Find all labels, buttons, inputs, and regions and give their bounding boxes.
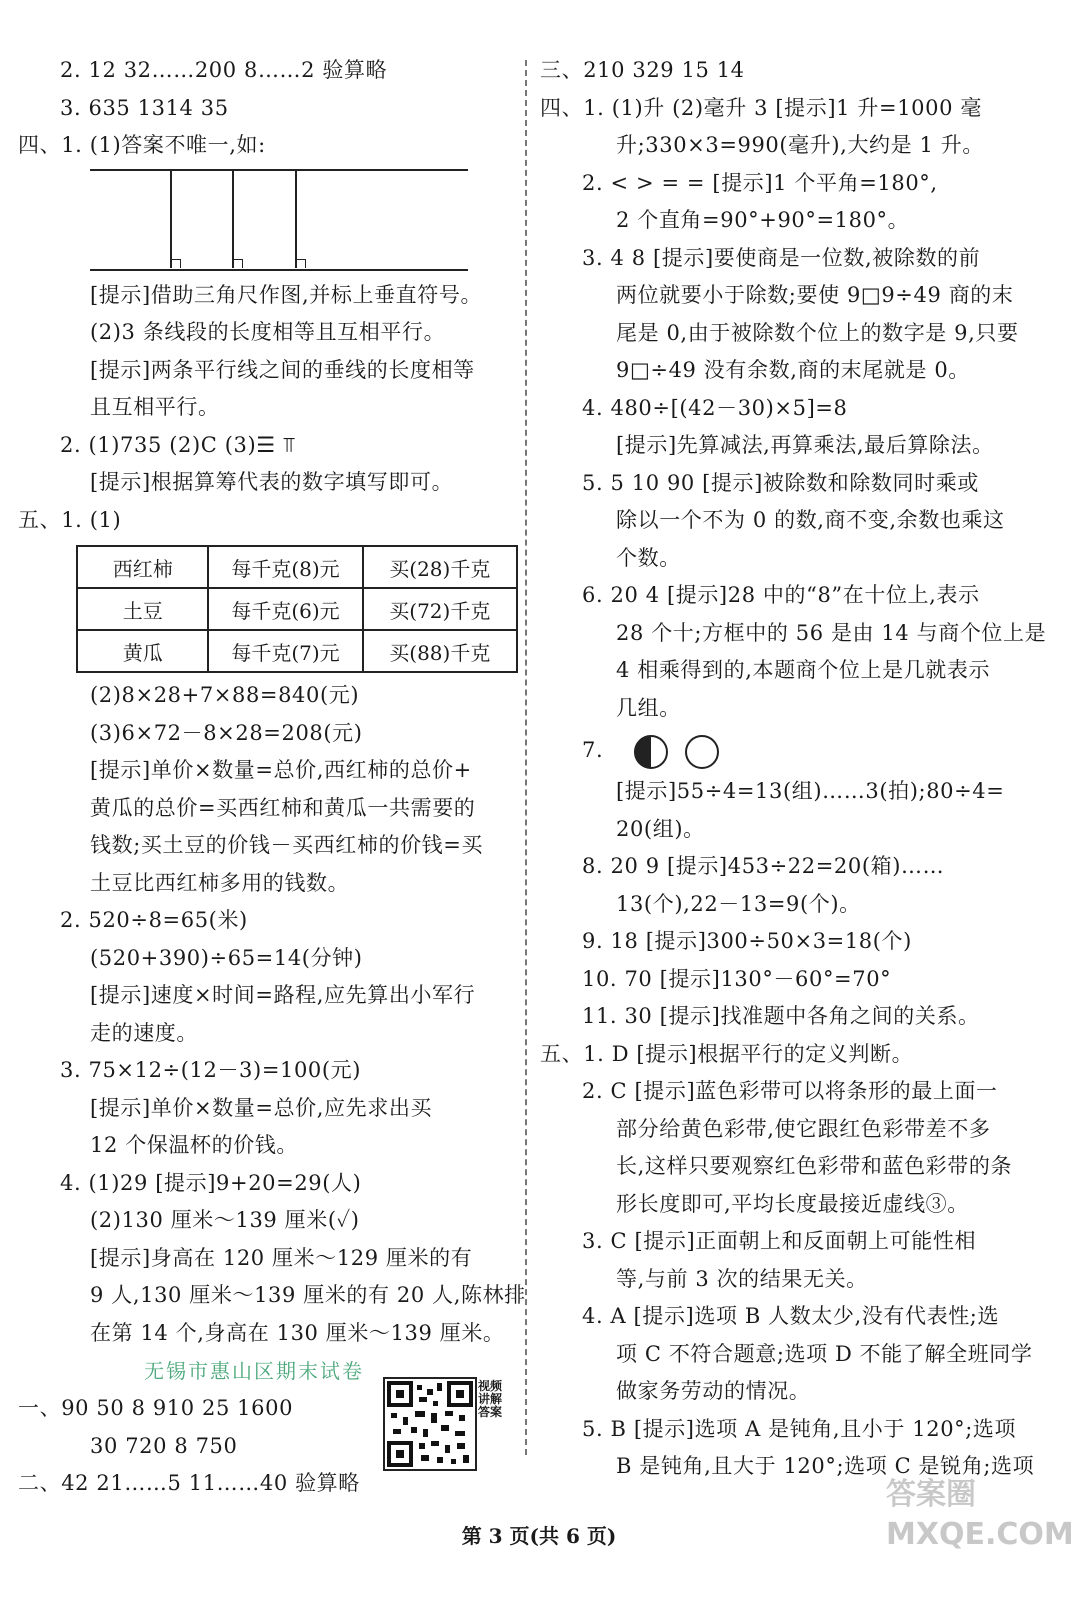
answer-line: 五、1. (1) xyxy=(18,507,122,532)
table-cell: 黄瓜 xyxy=(77,630,208,672)
answer-line: 2. < > = = [提示]1 个平角=180°, xyxy=(582,170,938,195)
left-mid-block-2 xyxy=(18,677,526,1352)
answer-line: 4. (1)29 [提示]9+20=29(人) xyxy=(60,1170,362,1195)
answer-line: B 是钝角,且大于 120°;选项 C 是锐角;选项 xyxy=(616,1454,1035,1478)
right-bottom-block xyxy=(540,773,1060,1486)
q7-label: 7. xyxy=(582,738,604,762)
answer-line: (3)6×72－8×28=208(元) xyxy=(90,720,363,745)
answer-line: 2. C [提示]蓝色彩带可以将条形的最上面一 xyxy=(582,1079,998,1103)
answer-line: 尾是 0,由于被除数个位上的数字是 9,只要 xyxy=(616,320,1019,345)
answer-line: [提示]单价×数量=总价,应先求出买 xyxy=(90,1095,433,1120)
answer-line: 五、1. D [提示]根据平行的定义判断。 xyxy=(540,1041,914,1066)
answer-line: 10. 70 [提示]130°－60°=70° xyxy=(582,966,892,991)
table-cell: 西红柿 xyxy=(77,546,208,588)
answer-line: 3. 4 8 [提示]要使商是一位数,被除数的前 xyxy=(582,245,981,270)
table-row xyxy=(77,588,517,630)
segment-2 xyxy=(232,170,234,268)
table-cell: 每千克(6)元 xyxy=(208,588,362,630)
section-title: 无锡市惠山区期末试卷 xyxy=(144,1359,364,1383)
answer-line: 部分给黄色彩带,使它跟红色彩带差不多 xyxy=(616,1116,991,1141)
right-angle-mark xyxy=(297,259,306,268)
answer-line: 形长度即可,平均长度最接近虚线③。 xyxy=(616,1191,969,1216)
answer-line: 28 个十;方框中的 56 是由 14 与商个位上是 xyxy=(616,620,1047,645)
column-divider xyxy=(525,60,527,1455)
answer-line: 2 个直角=90°+90°=180°。 xyxy=(616,208,910,232)
answer-line: 几组。 xyxy=(616,695,681,720)
answer-line: 9. 18 [提示]300÷50×3=18(个) xyxy=(582,929,912,953)
answer-line: [提示]55÷4=13(组)……3(拍);80÷4= xyxy=(616,779,1005,803)
answer-line: 11. 30 [提示]找准题中各角之间的关系。 xyxy=(582,1004,980,1028)
table-cell: 土豆 xyxy=(77,588,208,630)
answer-line: [提示]先算减法,再算乘法,最后算除法。 xyxy=(616,433,994,457)
q7-row xyxy=(540,727,1060,773)
table-row xyxy=(77,630,517,672)
answer-line: 土豆比西红柿多用的钱数。 xyxy=(90,870,350,895)
answer-line: 长,这样只要观察红色彩带和蓝色彩带的条 xyxy=(616,1154,1013,1178)
half-filled-circle-icon xyxy=(634,735,668,769)
answer-line: 四、1. (1)升 (2)毫升 3 [提示]1 升=1000 毫 xyxy=(540,95,982,120)
answer-line: (2)130 厘米～139 厘米(✓) xyxy=(90,1208,360,1232)
answer-line: [提示]借助三角尺作图,并标上垂直符号。 xyxy=(90,282,483,307)
left-column xyxy=(18,52,526,1503)
answer-line: 升;330×3=990(毫升),大约是 1 升。 xyxy=(616,133,984,157)
answer-line: 13(个),22－13=9(个)。 xyxy=(616,891,861,916)
answer-line: 个数。 xyxy=(616,545,681,570)
table-cell: 每千克(8)元 xyxy=(208,546,362,588)
table-cell: 买(72)千克 xyxy=(363,588,517,630)
answer-line: 等,与前 3 次的结果无关。 xyxy=(616,1266,868,1291)
right-column xyxy=(540,52,1060,1486)
answer-line: 4 相乘得到的,本题商个位上是几就表示 xyxy=(616,658,991,682)
answer-line: 2. 520÷8=65(米) xyxy=(60,908,248,932)
answer-line: 2. (1)735 (2)C (3)☰ ⫪ xyxy=(60,432,296,457)
answer-line: 9□÷49 没有余数,商的末尾就是 0。 xyxy=(616,358,970,382)
right-top-block xyxy=(540,52,1060,727)
right-angle-mark xyxy=(172,259,181,268)
parallel-lines-figure xyxy=(90,165,470,277)
answer-line: 8. 20 9 [提示]453÷22=20(箱)…… xyxy=(582,854,945,878)
table-cell: 每千克(7)元 xyxy=(208,630,362,672)
answer-line: 2. 12 32……200 8……2 验算略 xyxy=(60,58,388,82)
answer-line: 且互相平行。 xyxy=(90,395,220,419)
answer-line: 四、1. (1)答案不唯一,如: xyxy=(18,133,266,157)
top-parallel-line xyxy=(90,169,468,171)
answer-line: [提示]两条平行线之间的垂线的长度相等 xyxy=(90,357,475,382)
answer-line: (2)8×28+7×88=840(元) xyxy=(90,683,360,707)
answer-line: 除以一个不为 0 的数,商不变,余数也乘这 xyxy=(616,508,1005,532)
vegetable-table xyxy=(76,545,518,673)
watermark: 答案圈 MXQE.COM xyxy=(886,1477,1074,1552)
answer-line: 钱数;买土豆的价钱－买西红柿的价钱=买 xyxy=(90,833,484,857)
bottom-parallel-line xyxy=(90,269,468,271)
answer-line: 20(组)。 xyxy=(616,816,705,841)
answer-line: 项 C 不符合题意;选项 D 不能了解全班同学 xyxy=(616,1341,1033,1366)
right-angle-mark xyxy=(234,259,243,268)
left-mid-block-1 xyxy=(18,277,518,540)
answer-line: 走的速度。 xyxy=(90,1020,198,1045)
answer-line: 5. B [提示]选项 A 是钝角,且小于 120°;选项 xyxy=(582,1416,1017,1441)
answer-line: 6. 20 4 [提示]28 中的“8”在十位上,表示 xyxy=(582,583,980,607)
left-top-block xyxy=(18,52,518,165)
empty-circle-icon xyxy=(685,735,719,769)
answer-line: 12 个保温杯的价钱。 xyxy=(90,1133,298,1157)
answer-line: 4. A [提示]选项 B 人数太少,没有代表性;选 xyxy=(582,1304,1000,1328)
answer-line: [提示]根据算筹代表的数字填写即可。 xyxy=(90,470,454,494)
answer-line: 黄瓜的总价=买西红柿和黄瓜一共需要的 xyxy=(90,795,476,820)
answer-line: 在第 14 个,身高在 130 厘米～139 厘米。 xyxy=(90,1320,505,1345)
qr-code-icon xyxy=(385,1379,475,1469)
answer-line: 3. 635 1314 35 xyxy=(60,95,229,120)
qr-label: 视频讲解答案 xyxy=(478,1379,503,1419)
answer-line: (2)3 条线段的长度相等且互相平行。 xyxy=(90,320,446,344)
answer-line: 3. 75×12÷(12－3)=100(元) xyxy=(60,1058,362,1082)
answer-line: 做家务劳动的情况。 xyxy=(616,1379,811,1403)
answer-line: 9 人,130 厘米～139 厘米的有 20 人,陈林排 xyxy=(90,1283,526,1307)
segment-1 xyxy=(170,170,172,268)
answer-line: [提示]单价×数量=总价,西红柿的总价+ xyxy=(90,758,472,782)
table-row xyxy=(77,546,517,588)
answer-line: 两位就要小于除数;要使 9□9÷49 商的末 xyxy=(616,283,1014,307)
segment-3 xyxy=(295,170,297,268)
answer-line: 二、42 21……5 11……40 验算略 xyxy=(18,1471,360,1495)
answer-line: 三、210 329 15 14 xyxy=(540,58,745,82)
table-cell: 买(88)千克 xyxy=(363,630,517,672)
page-footer: 第 3 页(共 6 页) xyxy=(461,1524,617,1548)
answer-line: (520+390)÷65=14(分钟) xyxy=(90,945,363,970)
answer-line: [提示]身高在 120 厘米～129 厘米的有 xyxy=(90,1245,473,1270)
answer-line: 3. C [提示]正面朝上和反面朝上可能性相 xyxy=(582,1229,977,1253)
answer-line: 30 720 8 750 xyxy=(90,1433,238,1458)
qr-code[interactable] xyxy=(383,1377,477,1471)
answer-line: 一、90 50 8 910 25 1600 xyxy=(18,1396,294,1420)
answer-line: 4. 480÷[(42－30)×5]=8 xyxy=(582,395,848,420)
answer-line: [提示]速度×时间=路程,应先算出小军行 xyxy=(90,983,476,1007)
table-cell: 买(28)千克 xyxy=(363,546,517,588)
answer-line: 5. 5 10 90 [提示]被除数和除数同时乘或 xyxy=(582,470,979,495)
